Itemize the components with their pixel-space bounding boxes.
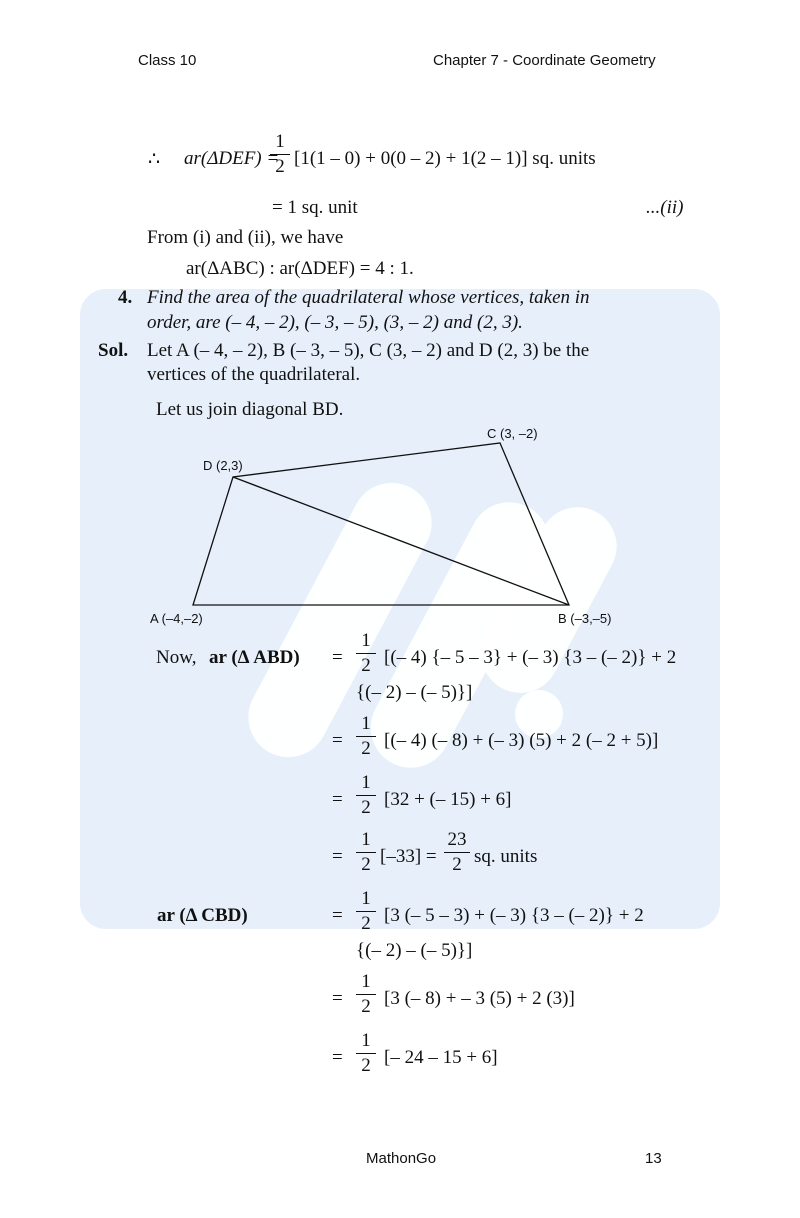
vertex-label-d: D (2,3) [203,458,243,473]
footer-brand: MathonGo [366,1150,437,1167]
half-fraction: 1 2 [356,889,376,934]
ar-def-rhs: [1(1 – 0) + 0(0 – 2) + 1(2 – 1)] sq. units [294,148,596,169]
header-chapter: Chapter 7 - Coordinate Geometry [433,52,656,69]
equals-sign: = [332,647,343,668]
half-fraction: 1 2 [356,1031,376,1076]
abd-step4: [–33] = [380,846,437,867]
abd-units: sq. units [474,846,538,867]
vertex-label-c: C (3, –2) [487,426,538,441]
solution-label: Sol. [98,340,129,361]
quadrilateral-abcd [193,443,569,605]
header-class: Class 10 [138,52,197,69]
equals-sign: = [332,1047,343,1068]
vertex-label-a: A (–4,–2) [150,611,203,626]
result-fraction: 23 2 [444,830,470,875]
cbd-step1-line2: {(– 2) – (– 5)}] [356,940,473,961]
from-line: From (i) and (ii), we have [147,227,344,248]
half-fraction: 1 2 [356,972,376,1017]
half-fraction: 1 2 [270,132,290,177]
half-fraction: 1 2 [356,773,376,818]
vertex-label-b: B (–3,–5) [558,611,612,626]
half-fraction: 1 2 [356,631,376,676]
question-text-line1: Find the area of the quadrilateral whose vertices, taken in [147,287,590,308]
abd-label: ar (Δ ABD) [209,647,300,668]
abd-lead: Now, [156,647,197,668]
cbd-label: ar (Δ CBD) [157,905,248,926]
abd-step1-line2: {(– 2) – (– 5)}] [356,682,473,703]
cbd-step3: [– 24 – 15 + 6] [384,1047,498,1068]
diagonal-bd [233,477,569,605]
question-number: 4. [118,287,133,308]
question-text-line2: order, are (– 4, – 2), (– 3, – 5), (3, – 2) and (2, 3). [147,312,523,333]
solution-line2: vertices of the quadrilateral. [147,364,361,385]
ar-def-result: = 1 sq. unit [272,197,358,218]
half-fraction: 1 2 [356,714,376,759]
equals-sign: = [332,988,343,1009]
equals-sign: = [332,789,343,810]
abd-step2: [(– 4) (– 8) + (– 3) (5) + 2 (– 2 + 5)] [384,730,659,751]
equals-sign: = [332,846,343,867]
abd-step1-line1: [(– 4) {– 5 – 3} + (– 3) {3 – (– 2)} + 2 [384,647,677,668]
solution-line3: Let us join diagonal BD. [156,399,344,420]
solution-line1: Let A (– 4, – 2), B (– 3, – 5), C (3, – 2) and D (2, 3) be the [147,340,590,361]
therefore-symbol: ∴ [148,149,161,170]
abd-step3: [32 + (– 15) + 6] [384,789,512,810]
half-fraction: 1 2 [356,830,376,875]
ratio-line: ar(ΔABC) : ar(ΔDEF) = 4 : 1. [186,258,414,279]
equals-sign: = [332,905,343,926]
ar-def-lhs: ar(ΔDEF) = [184,148,280,169]
cbd-step1-line1: [3 (– 5 – 3) + (– 3) {3 – (– 2)} + 2 [384,905,644,926]
equals-sign: = [332,730,343,751]
equation-tag: ...(ii) [646,197,684,218]
page-number: 13 [645,1150,662,1167]
cbd-step2: [3 (– 8) + – 3 (5) + 2 (3)] [384,988,575,1009]
